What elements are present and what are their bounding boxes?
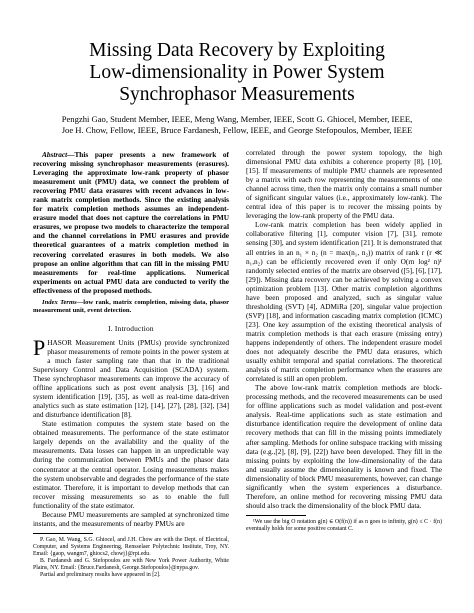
title-line-3: Synchrophasor Measurements (119, 84, 355, 105)
footnote-affiliation-nypa: B. Fardanesh and G. Stefopoulos are with New York Power Authority, White Plains, NY. Email: {Bruce.Fardanesh, George.Stefopoulos}@nypa.gov. (33, 557, 229, 571)
abstract-lead: Abstract (42, 150, 68, 159)
footnote-affiliation-rpi: P. Gao, M. Wang, S.G. Ghiocel, and J.H. Chow are with the Dept. of Electrical, Computer, and Systems Engineering, Rensselaer Polytechnic Institute, Troy, NY. Email: {gaop, wangm7, ghiocs2, chowj}@rpi.edu. (33, 536, 229, 557)
right-column (246, 148, 442, 533)
footnote-big-o-notation: ¹We use the big O notation g(n) ∈ O(f(n)) if as n goes to infinity, g(n) ≤ C · f(n) eventually holds for some positive constant C. (246, 518, 442, 532)
section-heading-introduction: I. Introduction (108, 323, 154, 333)
index-terms-lead: Index Terms (42, 298, 77, 306)
title-line-1: Missing Data Recovery by Exploiting (89, 40, 385, 61)
right-paragraph-1: correlated through the power system topology, the high dimensional PMU data exhibits a coherence property [8], [10], [15]. If measurements of multiple PMU channels are represented by a matrix with each row representing the measurements of one channel across time, then the matrix only contains a small number of significant singular values (i.e., approximately low-rank). The central idea of this paper is to recover the missing points by leveraging the low-rank property of the PMU data. (246, 148, 442, 221)
intro-paragraph-2: State estimation computes the system state based on the obtained measurements. The performance of the state estimator largely depends on the availability and the quality of the measurements. Data losses can happen in an unpredictable way during the communication between PMUs and the phasor data concentrator at the central operator. Losing measurements makes the system unobservable and degrades the performance of the state estimator. Therefore, it is important to develop methods that can recover missing measurements so as to enable the full functionality of the state estimator. (33, 419, 229, 510)
drop-cap-letter: P (33, 334, 46, 360)
author-list (40, 114, 434, 136)
footnote-divider-right (246, 515, 306, 516)
left-column (33, 150, 229, 579)
abstract-text: —This paper presents a new framework of recovering missing synchrophasor measurements (erasures). Leveraging the approximate low-rank property of phasor measurement unit (PMU) data, we connect the problem of recovering PMU data erasures with recent advances in low-rank matrix completion methods. Since the existing analysis for matrix completion methods assumes an independent-erasure model that does not capture the correlations in PMU erasures, we propose two models to characterize the temporal and the channel correlations in PMU erasures and provide theoretical guarantees of a matrix completion method in recovering correlated erasures in both models. We also propose an online algorithm that can fill in the missing PMU measurements for real-time applications. Numerical experiments on actual PMU data are conducted to verify the effectiveness of the proposed methods. (33, 150, 229, 295)
title-line-2: Low-dimensionality in Power System (89, 62, 385, 83)
intro-paragraph-3: Because PMU measurements are sampled at synchronized time instants, and the measurements of nearby PMUs are (33, 509, 229, 528)
intro-paragraph-1-text: HASOR Measurement Units (PMUs) provide synchronized phasor measurements of remote points in the power system at a much faster sampling rate than that in the traditional Supervisory Control and Data Acquisition (SCADA) system. These synchrophasor measurements can improve the accuracy of offline applications such as post event analysis [3], [16] and system identification [19], [35], as well as real-time data-driven analytics such as state estimation [12], [14], [27], [28], [32], [34] and disturbance identification [8]. (33, 337, 229, 420)
right-paragraph-2: Low-rank matrix completion has been widely applied in collaborative filtering [1], computer vision [7], [31], remote sensing [30], and system identification [21]. It is demonstrated that all entries in an n₁ × n₂ (n = max(n₁, n₂)) matrix of rank r (r ≪ n₁,n₂) can be efficiently recovered even if only O(rn log² n)¹ randomly selected entries of the matrix are observed ([5], [6], [17], [29]). Missing data recovery can be achieved by solving a convex optimization problem [13]. Other matrix completion algorithms have been proposed and analyzed, such as singular value thresholding (SVT) [4], ADMiRa [20], singular value projection (SVP) [18], and information cascading matrix completion (ICMC) [23]. One key assumption of the existing theoretical analysis of matrix completion methods is that each erasure (missing entry) happens independently of others. The independent erasure model does not adequately describe the PMU data erasures, which usually exhibit temporal and spatial correlations. The theoretical analysis of matrix completion performance when the erasures are correlated is still an open problem. (246, 220, 442, 384)
author-line-2: Joe H. Chow, Fellow, IEEE, Bruce Fardanesh, Fellow, IEEE, and George Stefopoulos, Member, IEEE (61, 125, 413, 136)
abstract (33, 150, 229, 295)
footnote-divider (33, 533, 93, 534)
footnote-preliminary-results: Partial and preliminary results have appeared in [2]. (40, 571, 161, 578)
index-terms (33, 299, 229, 315)
paper-title (20, 40, 454, 106)
index-terms-text: —low rank, matrix completion, missing data, phasor measurement unit, event detection. (33, 298, 229, 314)
intro-paragraph-1 (33, 334, 229, 420)
author-line-1: Pengzhi Gao, Student Member, IEEE, Meng Wang, Member, IEEE, Scott G. Ghiocel, Member, IEEE, (61, 114, 413, 124)
right-paragraph-3: The above low-rank matrix completion methods are block-processing methods, and the recovered measurements can be used for offline applications such as model validation and post-event analysis. Real-time applications such as state estimation and disturbance identification require the development of online data recovery methods that can fill in the missing points immediately after sampling. Methods for online subspace tracking with missing data (e.g.,[2], [8], [9], [22]) have been developed. They fill in the missing points by exploiting the low-dimensionality of the data and usually assume the dimensionality is known and fixed. The dimensionality of block PMU measurements, however, can change significantly when the system experiences a disturbance. Therefore, an online method for recovering missing PMU data should also track the dimensionality of the block PMU data. (246, 383, 442, 510)
